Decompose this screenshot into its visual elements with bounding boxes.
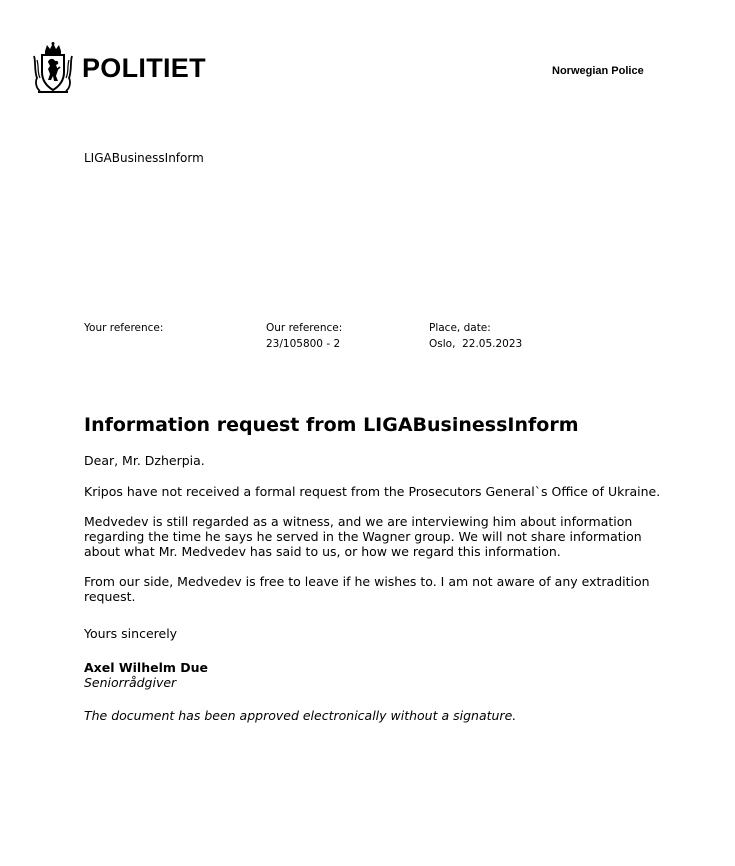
our-reference-value: 23/105800 - 2 xyxy=(266,338,341,350)
recipient-name: LIGABusinessInform xyxy=(84,151,204,165)
closing: Yours sincerely xyxy=(84,626,178,641)
your-reference xyxy=(84,320,163,336)
place-date xyxy=(429,320,522,352)
letter-title: Information request from LIGABusinessInform xyxy=(84,414,579,436)
place-date-label: Place, date: xyxy=(429,322,491,334)
body-paragraph-1: Kripos have not received a formal request from the Prosecutors General`s Office of Ukraine. xyxy=(84,484,661,499)
approval-note: The document has been approved electronically without a signature. xyxy=(84,708,517,723)
signer-title: Seniorrådgiver xyxy=(84,675,177,690)
police-logo xyxy=(32,42,206,94)
coat-of-arms-icon xyxy=(32,42,74,94)
signer-name: Axel Wilhelm Due xyxy=(84,660,208,675)
place-date-value: Oslo, 22.05.2023 xyxy=(429,338,523,350)
letter-body xyxy=(84,453,664,723)
logo-wordmark: POLITIET xyxy=(82,52,206,83)
greeting: Dear, Mr. Dzherpia. xyxy=(84,453,205,468)
our-reference xyxy=(266,320,342,352)
our-reference-label: Our reference: xyxy=(266,322,343,334)
your-reference-label: Your reference: xyxy=(84,322,164,334)
body-paragraph-2: Medvedev is still regarded as a witness, and we are interviewing him about information regarding the time he says he served in the Wagner group. We will not share information about what Mr. Medvedev has said to us, or how we regard this information. xyxy=(84,514,642,559)
body-paragraph-3: From our side, Medvedev is free to leave if he wishes to. I am not aware of any extradition request. xyxy=(84,574,650,604)
department-name: Norwegian Police xyxy=(552,65,644,77)
